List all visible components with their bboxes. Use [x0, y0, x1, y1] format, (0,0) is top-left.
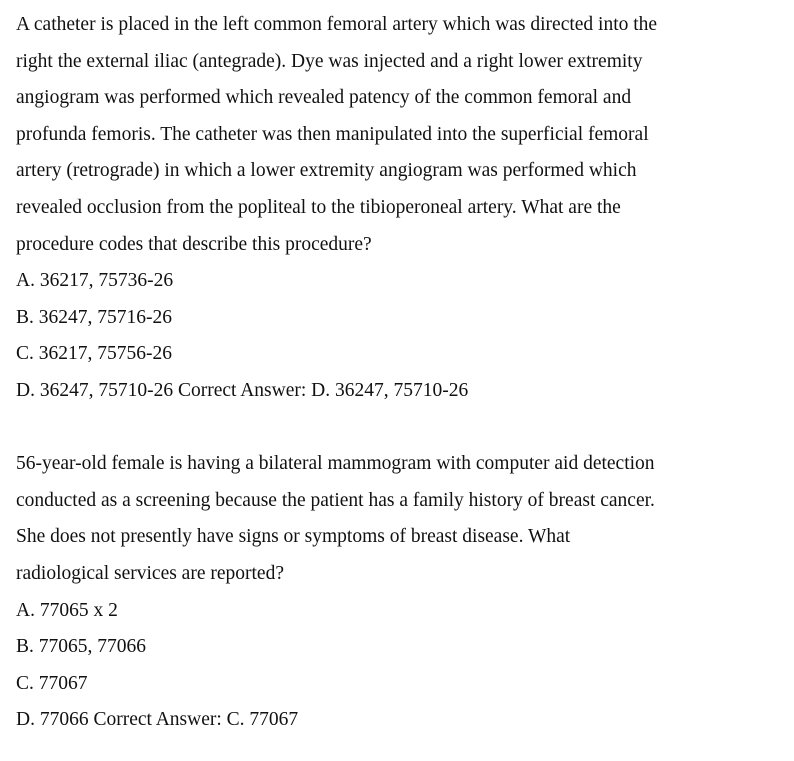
question-2-option-d-answer: D. 77066 Correct Answer: C. 77067 [16, 709, 299, 731]
question-2-option-c: C. 77067 [16, 672, 88, 694]
question-2-text-line: radiological services are reported? [16, 562, 284, 584]
question-2-option-b: B. 77065, 77066 [16, 636, 147, 658]
question-1-text-line: artery (retrograde) in which a lower extremity angiogram was performed which [16, 160, 637, 182]
question-1-text-line: angiogram was performed which revealed patency of the common femoral and [16, 87, 632, 109]
question-2-text-line: 56-year-old female is having a bilateral mammogram with computer aid detection [16, 453, 655, 475]
question-1-option-b: B. 36247, 75716-26 [16, 306, 172, 328]
question-1-text-line: A catheter is placed in the left common femoral artery which was directed into the [16, 14, 658, 35]
question-1-option-a: A. 36217, 75736-26 [16, 270, 174, 292]
document-page [16, 7, 786, 739]
question-1 [16, 7, 786, 410]
question-2-text-line: She does not presently have signs or symptoms of breast disease. What [16, 526, 571, 548]
question-1-option-c: C. 36217, 75756-26 [16, 343, 172, 365]
question-2 [16, 446, 786, 739]
question-1-text-line: revealed occlusion from the popliteal to the tibioperoneal artery. What are the [16, 196, 621, 218]
question-1-text-line: profunda femoris. The catheter was then manipulated into the superficial femoral [16, 123, 649, 145]
question-1-text-line: right the external iliac (antegrade). Dye was injected and a right lower extremity [16, 50, 643, 72]
question-2-text-line: conducted as a screening because the patient has a family history of breast cancer. [16, 489, 655, 511]
question-1-option-d-answer: D. 36247, 75710-26 Correct Answer: D. 36247, 75710-26 [16, 379, 469, 401]
paragraph-spacer [16, 410, 786, 447]
question-2-option-a: A. 77065 x 2 [16, 599, 118, 621]
question-1-text-line: procedure codes that describe this procedure? [16, 233, 372, 255]
